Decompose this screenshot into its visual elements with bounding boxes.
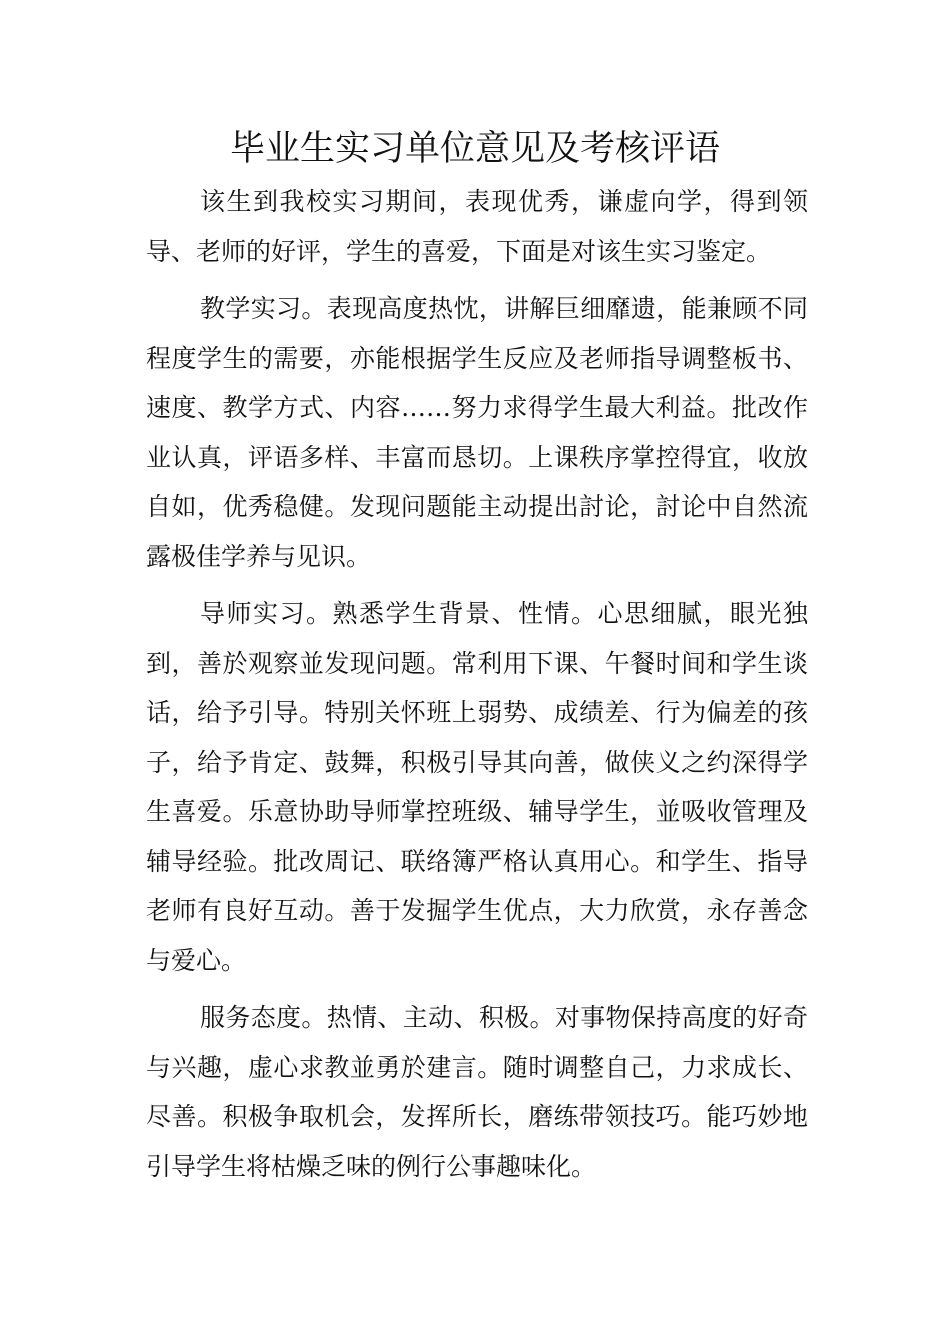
document-title: 毕业生实习单位意见及考核评语 [229, 129, 720, 169]
paragraph-intro: 该生到我校实习期间，表现优秀，谦虚向学，得到领导、老师的好评，学生的喜爱，下面是对该生实习鉴定。 [146, 187, 808, 266]
paragraph-teaching: 教学实习。表现高度热忱，讲解巨细靡遗，能兼顾不同程度学生的需要，亦能根据学生反应及老师指导调整板书、速度、教学方式、内容……努力求得学生最大利益。批改作业认真，评语多样、丰富而恳切。上课秩序掌控得宜，收放自如，优秀稳健。发现问题能主动提出討论，討论中自然流露极佳学养与见识。 [146, 294, 808, 571]
document-body [146, 177, 808, 1191]
paragraph-service: 服务态度。热情、主动、积极。对事物保持高度的好奇与兴趣，虚心求教並勇於建言。随时调整自己，力求成长、尽善。积极争取机会，发挥所长，磨练带领技巧。能巧妙地引导学生将枯燥乏味的例行公事趣味化。 [146, 1003, 808, 1181]
paragraph-mentoring: 导师实习。熟悉学生背景、性情。心思细腻，眼光独到，善於观察並发现问题。常利用下课、午餐时间和学生谈话，给予引导。特别关怀班上弱势、成绩差、行为偏差的孩子，给予肯定、鼓舞，积极引导其向善，做侠义之约深得学生喜爱。乐意协助导师掌控班级、辅导学生，並吸收管理及辅导经验。批改周记、联络簿严格认真用心。和学生、指导老师有良好互动。善于发掘学生优点，大力欣赏，永存善念与爱心。 [146, 599, 808, 975]
